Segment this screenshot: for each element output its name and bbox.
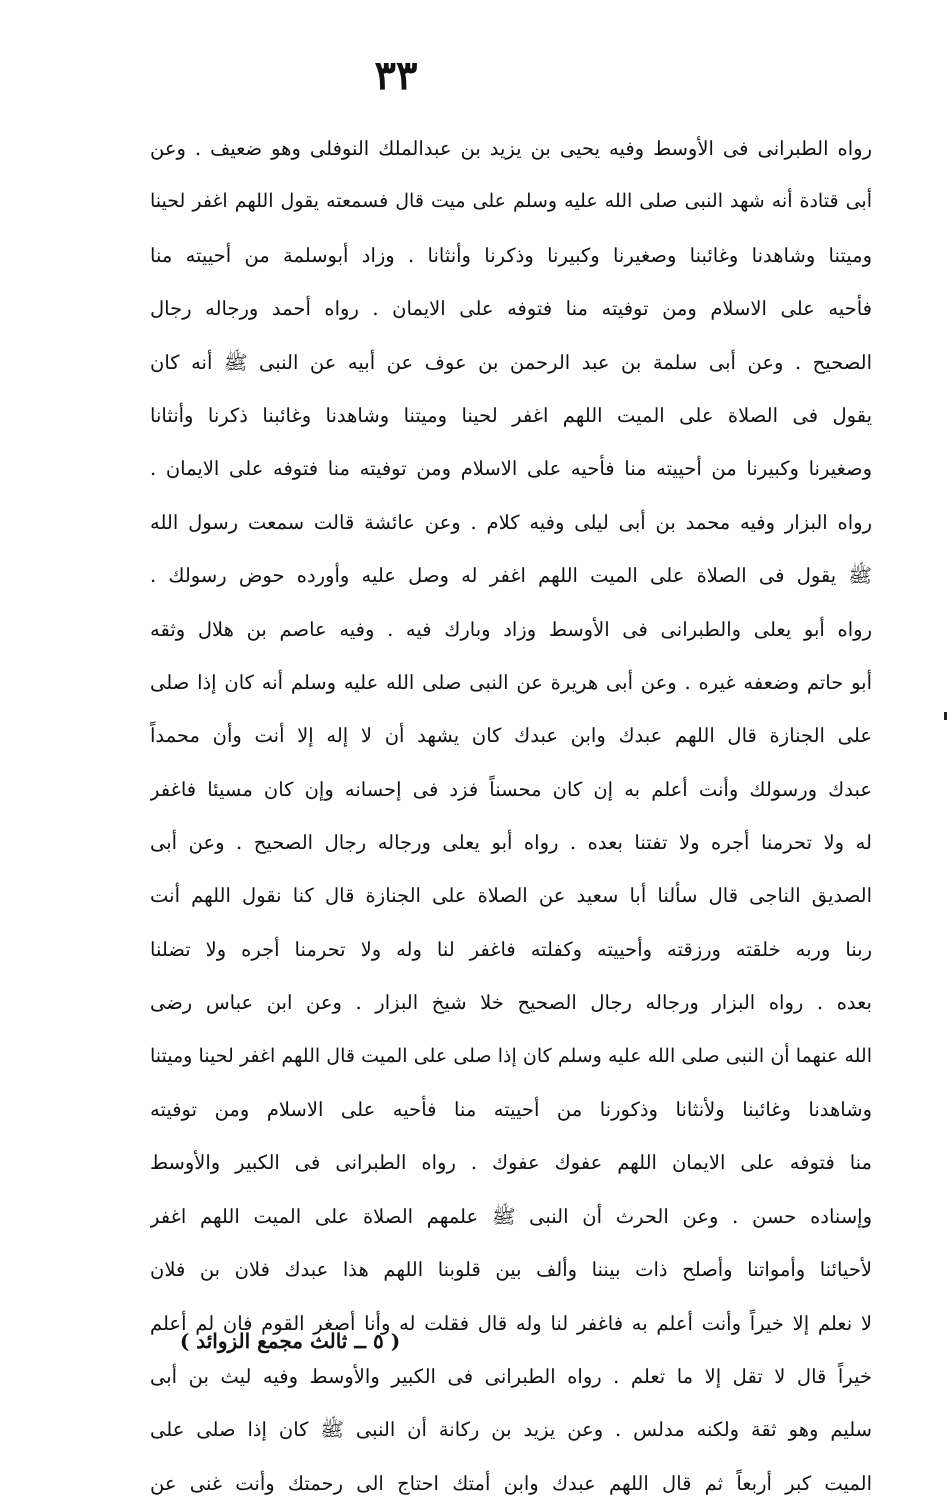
text-line: أبى قتادة أنه شهد النبى صلى الله عليه وسلم على ميت قال فسمعته يقول اللهم اغفر لحينا	[150, 190, 872, 213]
body-text	[150, 122, 872, 1510]
text-line: يقول فى الصلاة على الميت اللهم اغفر لحينا وميتنا وشاهدنا وغائبنا ذكرنا وأنثانا	[150, 403, 872, 427]
text-line: الصديق الناجى قال سألنا أبا سعيد عن الصلاة على الجنازة قال كنا نقول اللهم أنت	[150, 884, 872, 908]
text-line: الله عنهما أن النبى صلى الله عليه وسلم كان إذا صلى على الميت قال اللهم اغفر لحينا وميتنا	[150, 1044, 872, 1067]
text-line: خيراً قال لا تقل إلا ما تعلم . رواه الطبرانى فى الكبير والأوسط وفيه ليث بن أبى	[150, 1364, 872, 1388]
page-number: ٣٣	[374, 52, 418, 99]
text-line: لا نعلم إلا خيراً وأنت أعلم به فاغفر لنا وله قال فقلت له وأنا أصغر القوم فان لم أعلم	[150, 1311, 872, 1335]
text-line: سليم وهو ثقة ولكنه مدلس . وعن يزيد بن ركانة أن النبى ﷺ كان إذا صلى على	[150, 1418, 872, 1442]
text-line: على الجنازة قال اللهم عبدك وابن عبدك كان يشهد أن لا إله إلا أنت وأن محمداً	[150, 724, 872, 748]
text-line: أبو حاتم وضعفه غيره . وعن أبى هريرة عن النبى صلى الله عليه وسلم أنه كان إذا صلى	[150, 670, 872, 694]
text-line: وشاهدنا وغائبنا ولأنثانا وذكورنا من أحييته منا فأحيه على الاسلام ومن توفيته	[150, 1098, 872, 1122]
text-line: لأحيائنا وأمواتنا وأصلح ذات بيننا وألف بين قلوبنا اللهم هذا عبدك فلان بن فلان	[150, 1258, 872, 1282]
text-line: عبدك ورسولك وأنت أعلم به إن كان محسناً فزد فى إحسانه وإن كان مسيئا فاغفر	[150, 777, 872, 801]
text-line: ﷺ يقول فى الصلاة على الميت اللهم اغفر له وصل عليه وأورده حوض رسولك .	[150, 564, 872, 588]
text-line: رواه البزار وفيه محمد بن أبى ليلى وفيه كلام . وعن عائشة قالت سمعت رسول الله	[150, 510, 872, 534]
text-line: رواه الطبرانى فى الأوسط وفيه يحيى بن يزيد بن عبدالملك النوفلى وهو ضعيف . وعن	[150, 137, 872, 160]
text-line: ربنا وربه خلقته ورزقته وأحييته وكفلته فاغفر لنا وله ولا تحرمنا أجره ولا تضلنا	[150, 937, 872, 961]
text-line: بعده . رواه البزار ورجاله رجال الصحيح خلا شيخ البزار . وعن ابن عباس رضى	[150, 991, 872, 1015]
text-line: وميتنا وشاهدنا وغائبنا وصغيرنا وكبيرنا وذكرنا وأنثانا . وزاد أبوسلمة من أحييته منا	[150, 243, 872, 267]
text-line: الصحيح . وعن أبى سلمة بن عبد الرحمن بن عوف عن أبيه عن النبى ﷺ أنه كان	[150, 350, 872, 374]
scan-edge-mark	[944, 712, 947, 720]
text-line: فأحيه على الاسلام ومن توفيته منا فتوفه على الايمان . رواه أحمد ورجاله رجال	[150, 297, 872, 321]
text-line: له ولا تحرمنا أجره ولا تفتنا بعده . رواه أبو يعلى ورجاله رجال الصحيح . وعن أبى	[150, 831, 872, 855]
text-line: الميت كبر أربعاً ثم قال اللهم عبدك وابن أمتك احتاج الى رحمتك وأنت غنى عن	[150, 1471, 872, 1495]
text-line: وصغيرنا وكبيرنا من أحييته منا فأحيه على الاسلام ومن توفيته منا فتوفه على الايمان .	[150, 457, 872, 481]
signature-mark: ( ٥ ــ ثالث مجمع الزوائد )	[179, 1329, 401, 1353]
text-line: منا فتوفه على الايمان اللهم عفوك عفوك . رواه الطبرانى فى الكبير والأوسط	[150, 1151, 872, 1175]
text-line: وإسناده حسن . وعن الحرث أن النبى ﷺ علمهم الصلاة على الميت اللهم اغفر	[150, 1204, 872, 1228]
text-line: رواه أبو يعلى والطبرانى فى الأوسط وزاد وبارك فيه . وفيه عاصم بن هلال وثقه	[150, 617, 872, 641]
